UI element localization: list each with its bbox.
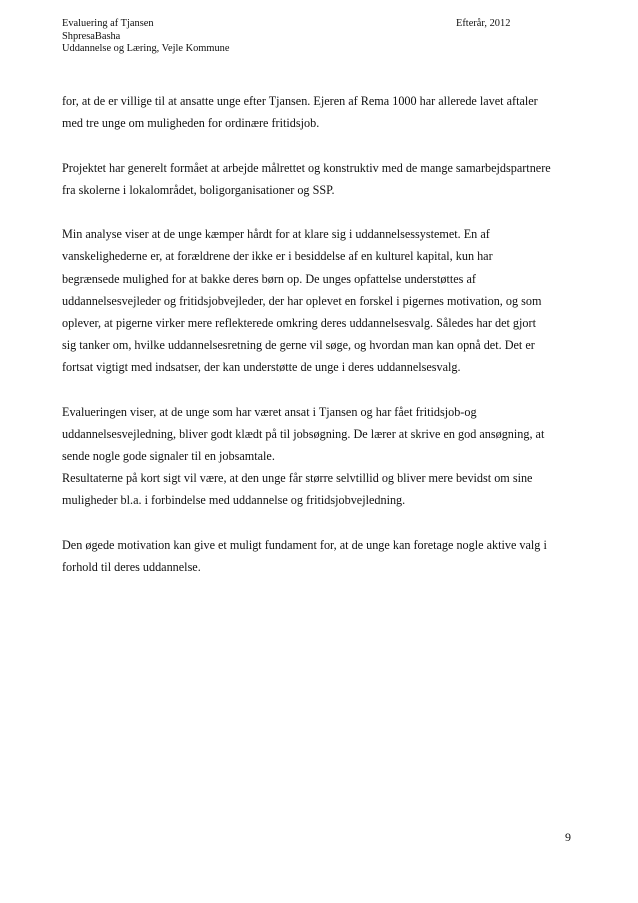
- paragraph: [62, 90, 592, 134]
- text-line: for, at de er villige til at ansatte unge efter Tjansen. Ejeren af Rema 1000 har allerede lavet aftaler: [62, 94, 538, 108]
- document-body: [62, 90, 592, 578]
- header-row-2: [62, 31, 582, 44]
- text-line: oplever, at pigerne virker mere reflekterede omkring deres uddannelsesvalg. Således har det gjort: [62, 315, 536, 330]
- text-line: Resultaterne på kort sigt vil være, at den unge får større selvtillid og bliver mere bevidst om sine: [62, 471, 533, 486]
- text-line: uddannelsesvejleder og fritidsjobvejleder, der har oplevet en forskel i pigernes motivation, og som: [62, 293, 542, 308]
- text-line: sende nogle gode signaler til en jobsamtale.: [62, 449, 275, 463]
- paragraph: [62, 534, 592, 578]
- text-line: med tre unge om muligheden for ordinære fritidsjob.: [62, 116, 320, 131]
- text-line: uddannelsesvejledning, bliver godt klædt på til jobsøgning. De lærer at skrive en god ansøgning, at: [62, 426, 545, 441]
- paragraph-gap: [62, 201, 592, 223]
- text-line: fortsat vigtigt med indsatser, der kan understøtte de unge i deres uddannelsesvalg.: [62, 360, 461, 375]
- text-line: begrænsede mulighed for at bakke deres børn op. De unges opfattelse understøttes af: [62, 271, 476, 286]
- text-line: sig tanker om, hvilke uddannelsesretning de gerne vil søge, og hvordan man kan opnå det. Det er: [62, 338, 535, 353]
- text-line: Projektet har generelt formået at arbejde målrettet og konstruktiv med de mange samarbejdspartnere: [62, 160, 551, 175]
- header-row-3: [62, 43, 582, 56]
- text-line: Min analyse viser at de unge kæmper hårdt for at klare sig i uddannelsessystemet. En af: [62, 227, 490, 242]
- header-title: Evaluering af Tjansen: [62, 18, 154, 29]
- paragraph-gap: [62, 378, 592, 400]
- page-number: 9: [565, 830, 571, 844]
- text-line: Evalueringen viser, at de unge som har været ansat i Tjansen og har fået fritidsjob-og: [62, 404, 477, 419]
- paragraph-gap: [62, 512, 592, 534]
- header-organization: Uddannelse og Læring, Vejle Kommune: [62, 43, 230, 55]
- paragraph: [62, 223, 592, 378]
- paragraph: [62, 157, 592, 201]
- text-line: Den øgede motivation kan give et muligt fundament for, at de unge kan foretage nogle aktive valg i: [62, 537, 547, 552]
- text-line: forhold til deres uddannelse.: [62, 559, 201, 574]
- header-row-1: [62, 18, 582, 31]
- text-line: vanskelighederne er, at forældrene der ikke er i besiddelse af en kulturel kapital, kun har: [62, 249, 493, 264]
- text-line: fra skolerne i lokalområdet, boligorganisationer og SSP.: [62, 182, 335, 197]
- header-author: ShpresaBasha: [62, 30, 121, 42]
- paragraph: [62, 401, 592, 512]
- paragraph-gap: [62, 134, 592, 156]
- text-line: muligheder bl.a. i forbindelse med uddannelse og fritidsjobvejledning.: [62, 493, 406, 508]
- header-semester: Efterår, 2012: [456, 18, 511, 29]
- page-header: [62, 18, 582, 56]
